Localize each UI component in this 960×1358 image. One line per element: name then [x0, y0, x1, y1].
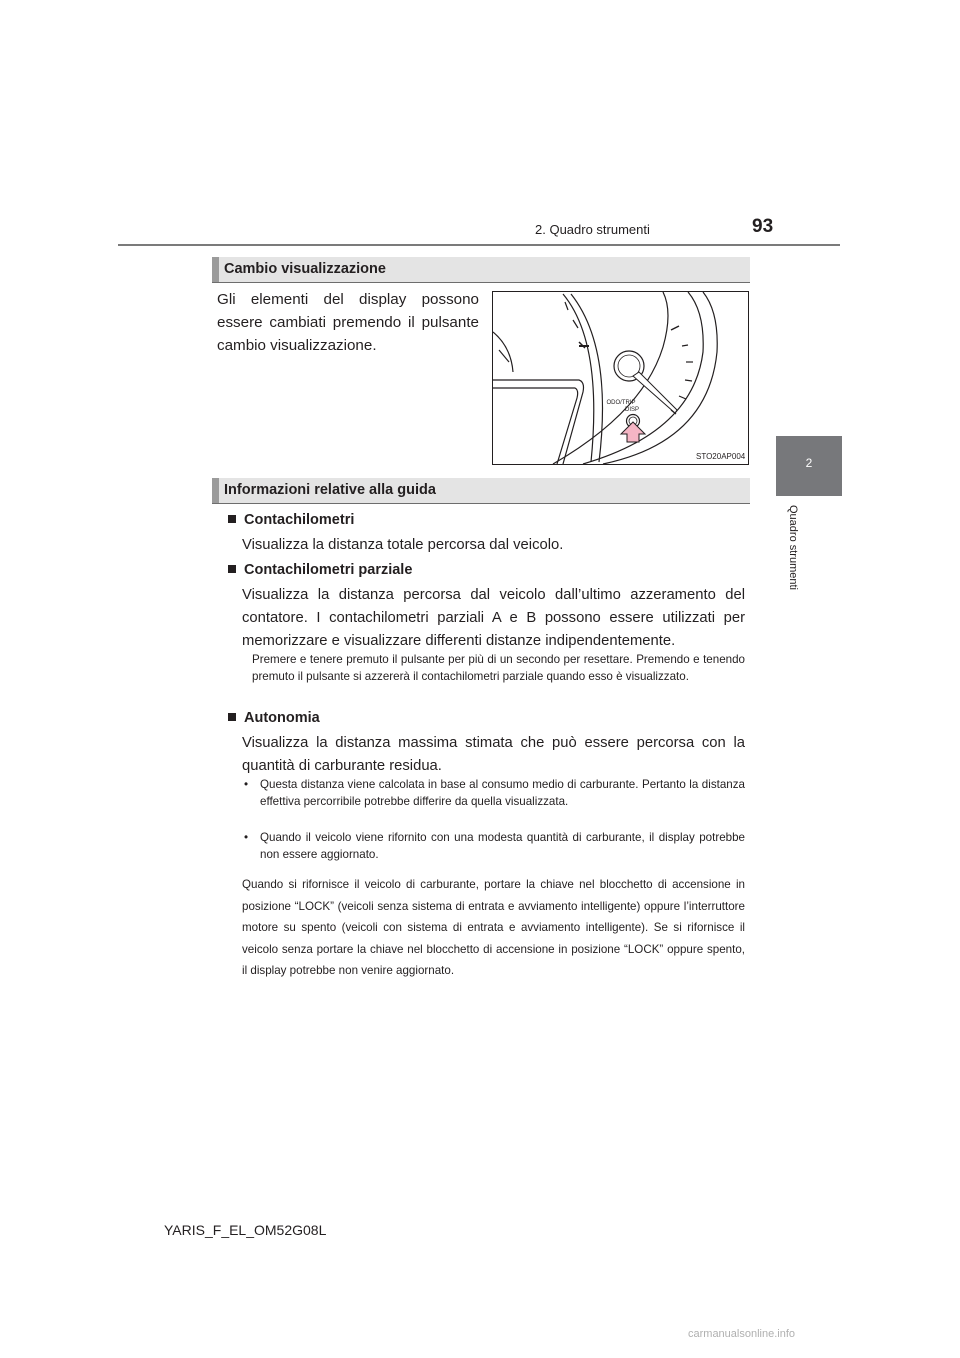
- section-title-text: Cambio visualizzazione: [224, 261, 386, 277]
- bullet-dot-icon: •: [244, 778, 249, 791]
- bullet-text: Questa distanza viene calcolata in base al consumo medio di carburante. Pertanto la distanza effettiva percorribile potrebbe differire da quella visualizzata.: [260, 778, 745, 808]
- running-header-section: 2. Quadro strumenti: [535, 222, 650, 237]
- square-bullet-icon: [228, 565, 236, 573]
- item-body-contachilometri-parziale: Visualizza la distanza percorsa dal veicolo dall’ultimo azzeramento del contatore. I contachilometri parziali A e B possono essere utilizzati per memorizzare e visualizzare differenti distanze indipendentemente.: [242, 587, 745, 649]
- square-bullet-icon: [228, 515, 236, 523]
- watermark: carmanualsonline.info: [688, 1328, 796, 1340]
- item-heading-text: Contachilometri parziale: [244, 562, 413, 578]
- item-heading-text: Contachilometri: [244, 512, 355, 528]
- bullet-dot-icon: •: [244, 831, 249, 844]
- final-paragraph: Quando si rifornisce il veicolo di carburante, portare la chiave nel blocchetto di accensione in posizione “LOCK” (veicoli senza sistema di entrata e avviamento intelligente) oppure l’interruttore motore su spento (veicoli con sistema di entrata e avviamento intelligente). Se si rifornisce il veicolo senza portare la chiave nel blocchetto di accensione in posizione “LOCK” oppure spento, il display potrebbe non venire aggiornato.: [242, 878, 745, 977]
- section-title-text: Informazioni relative alla guida: [224, 482, 436, 498]
- instrument-cluster-figure: [492, 291, 749, 465]
- page-number: 93: [752, 216, 774, 237]
- item-heading-autonomia: [228, 710, 320, 726]
- item-note-reset: Premere e tenere premuto il pulsante per più di un secondo per resettare. Premendo e tenendo premuto il pulsante si azzererà il contachilometri parziale quando esso è visualizzato.: [252, 653, 745, 683]
- item-heading-text: Autonomia: [244, 710, 320, 726]
- item-body-contachilometri: Visualizza la distanza totale percorsa dal veicolo.: [242, 537, 564, 553]
- intro-paragraph: Gli elementi del display possono essere cambiati premendo il pulsante cambio visualizzazione.: [217, 291, 479, 354]
- section-title-informazioni-guida: [212, 478, 750, 504]
- button-label-disp: DISP: [624, 407, 640, 413]
- chapter-tab: [776, 436, 842, 496]
- chapter-tab-number: 2: [805, 456, 813, 470]
- item-heading-contachilometri-parziale: [228, 562, 412, 578]
- footer-code: YARIS_F_EL_OM52G08L: [164, 1222, 327, 1238]
- item-body-autonomia: Visualizza la distanza massima stimata che può essere percorsa con la quantità di carburante residua.: [242, 735, 745, 774]
- section-title-cambio-visualizzazione: [212, 257, 750, 283]
- item-heading-contachilometri: [228, 512, 354, 528]
- header-rule: [118, 244, 840, 246]
- bullet-item: [244, 776, 745, 810]
- figure-code: STO20AP004: [696, 452, 746, 461]
- chapter-tab-label: Quadro strumenti: [787, 505, 799, 590]
- instrument-cluster-illustration: [493, 292, 748, 464]
- square-bullet-icon: [228, 713, 236, 721]
- button-label-odo-trip: ODO/TRIP: [606, 400, 636, 406]
- bullet-item: [244, 829, 745, 863]
- bullet-text: Quando il veicolo viene rifornito con una modesta quantità di carburante, il display potrebbe non essere aggiornato.: [260, 831, 745, 861]
